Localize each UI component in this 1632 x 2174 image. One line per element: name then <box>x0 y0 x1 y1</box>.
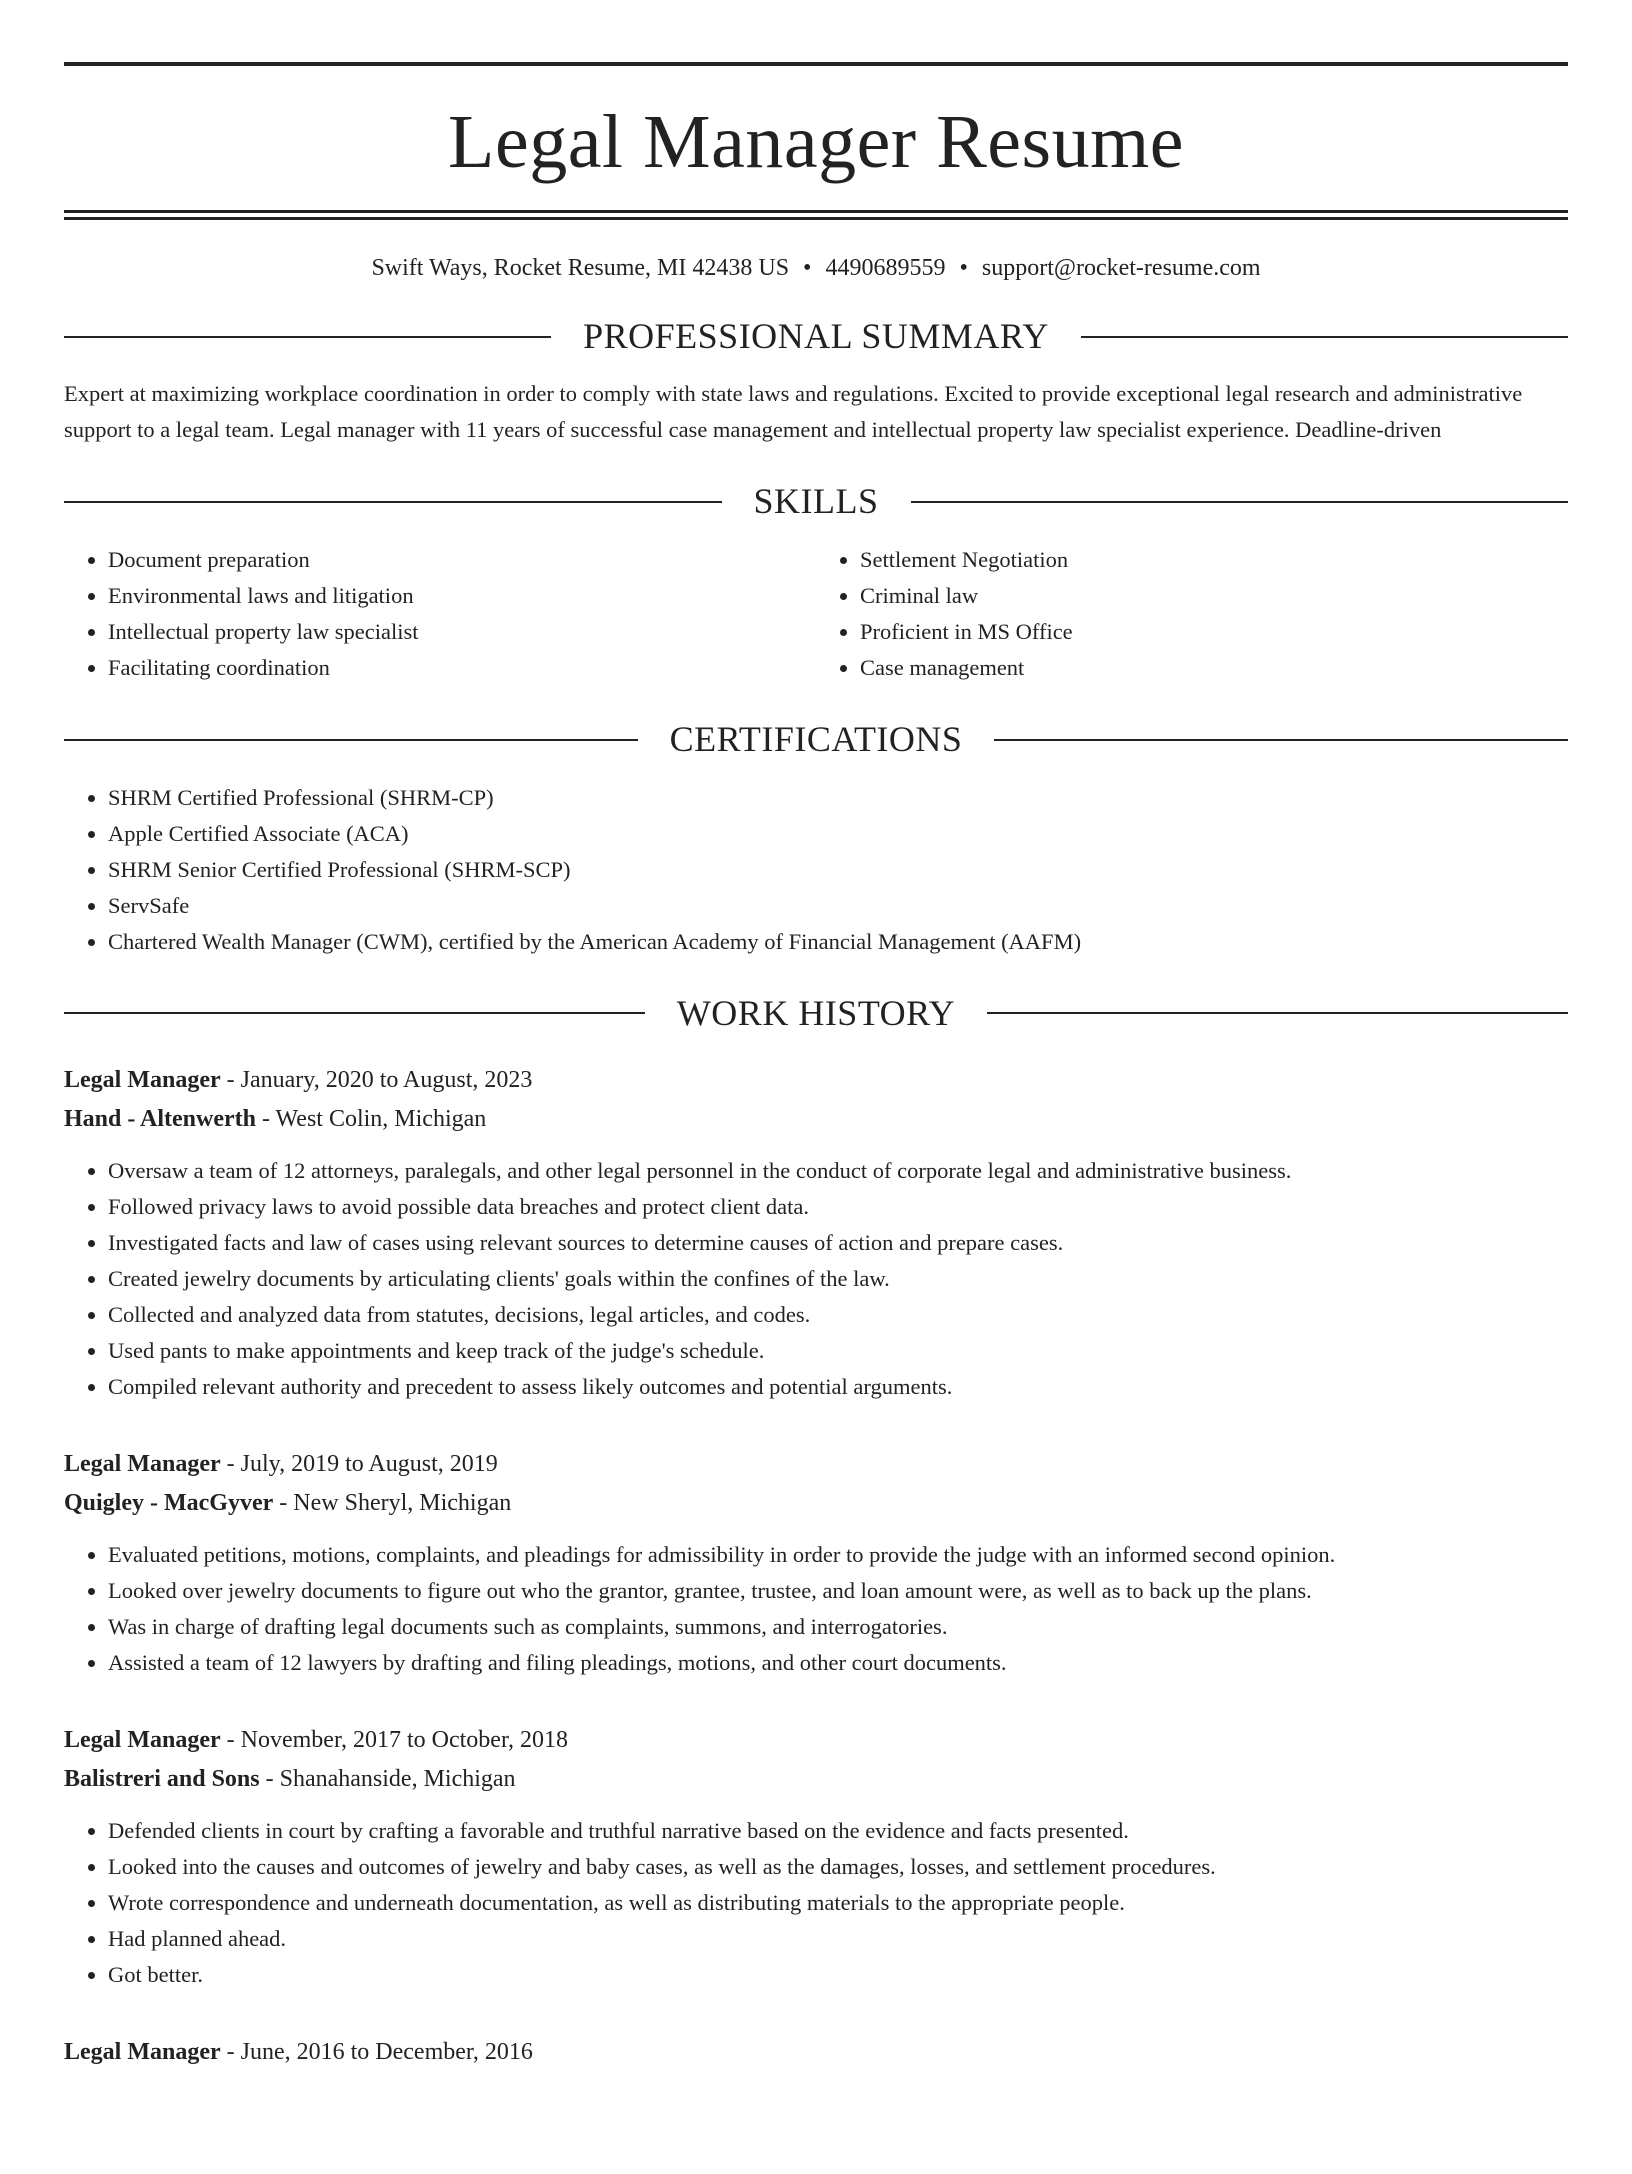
skills-list <box>64 542 1568 686</box>
certification-item: • SHRM Certified Professional (SHRM-CP) <box>108 780 1568 816</box>
certification-item: • Apple Certified Associate (ACA) <box>108 816 1568 852</box>
job-role: Legal Manager <box>64 1451 221 1478</box>
resume-title: Legal Manager Resume <box>448 100 1184 184</box>
summary-heading-label: PROFESSIONAL SUMMARY <box>583 315 1049 356</box>
certifications-heading <box>64 720 1568 760</box>
job-bullet: • Looked over jewelry documents to figure out who the grantor, grantee, trustee, and loan amount were, as well as to back up the plans. <box>108 1573 1568 1609</box>
job-location: - New Sheryl, Michigan <box>273 1490 512 1517</box>
heading-rule-left <box>64 501 722 503</box>
job-bullets <box>64 1153 1568 1405</box>
summary-heading <box>64 317 1568 357</box>
job-bullets <box>64 1813 1568 1993</box>
certifications-heading-label: CERTIFICATIONS <box>669 718 963 759</box>
job-dates: - July, 2019 to August, 2019 <box>220 1451 498 1478</box>
heading-rule-right <box>994 739 1568 741</box>
heading-rule-left <box>64 336 551 338</box>
contact-separator: • <box>959 255 968 281</box>
certification-item: • Chartered Wealth Manager (CWM), certified by the American Academy of Financial Management (AAFM) <box>108 924 1568 960</box>
job-dates: - November, 2017 to October, 2018 <box>220 1727 568 1754</box>
job-company-line <box>64 1760 1568 1799</box>
job-entry <box>64 2033 1568 2072</box>
job-bullets <box>64 1537 1568 1681</box>
job-bullet: • Had planned ahead. <box>108 1921 1568 1957</box>
job-bullet: • Wrote correspondence and underneath documentation, as well as distributing materials to the appropriate people. <box>108 1885 1568 1921</box>
summary-text: Expert at maximizing workplace coordination in order to comply with state laws and regulations. Excited to provide exceptional legal research and administrative support to a legal team. Legal manager with 11 years of successful case management and intellectual property law specialist experience. Deadline-driven <box>64 381 1523 443</box>
resume-page <box>0 62 1632 2174</box>
job-title-line <box>64 2033 1568 2072</box>
contact-address: Swift Ways, Rocket Resume, MI 42438 US <box>371 255 790 281</box>
certification-item: • ServSafe <box>108 888 1568 924</box>
job-dates: - June, 2016 to December, 2016 <box>220 2039 533 2066</box>
job-bullet: • Collected and analyzed data from statutes, decisions, legal articles, and codes. <box>108 1297 1568 1333</box>
job-bullet: • Defended clients in court by crafting a favorable and truthful narrative based on the evidence and facts presented. <box>108 1813 1568 1849</box>
certifications-list <box>64 780 1568 960</box>
skill-item: • Case management <box>860 650 1568 686</box>
job-title-line <box>64 1445 1568 1484</box>
work-history-heading <box>64 994 1568 1034</box>
job-bullet: • Got better. <box>108 1957 1568 1993</box>
skills-heading-label: SKILLS <box>753 481 879 522</box>
job-company-line <box>64 1100 1568 1139</box>
job-dates: - January, 2020 to August, 2023 <box>220 1067 533 1094</box>
heading-rule-left <box>64 1012 645 1014</box>
job-bullet: • Evaluated petitions, motions, complaints, and pleadings for admissibility in order to provide the judge with an informed second opinion. <box>108 1537 1568 1573</box>
job-title-line <box>64 1721 1568 1760</box>
heading-rule-right <box>987 1012 1568 1014</box>
skill-item: • Settlement Negotiation <box>860 542 1568 578</box>
skill-item: • Intellectual property law specialist <box>108 614 816 650</box>
job-bullet: • Compiled relevant authority and precedent to assess likely outcomes and potential arguments. <box>108 1369 1568 1405</box>
skill-item: • Proficient in MS Office <box>860 614 1568 650</box>
job-company: Hand - Altenwerth <box>64 1106 256 1133</box>
heading-rule-right <box>1081 336 1568 338</box>
job-role: Legal Manager <box>64 1727 221 1754</box>
job-location: - Shanahanside, Michigan <box>259 1766 516 1793</box>
job-location: - West Colin, Michigan <box>256 1106 487 1133</box>
job-company: Quigley - MacGyver <box>64 1490 274 1517</box>
contact-email: support@rocket-resume.com <box>981 255 1261 281</box>
top-rule <box>64 62 1568 66</box>
skill-item: • Criminal law <box>860 578 1568 614</box>
work-history-heading-label: WORK HISTORY <box>676 992 956 1033</box>
skills-column-left <box>64 542 816 686</box>
skill-item: • Environmental laws and litigation <box>108 578 816 614</box>
skills-column-right <box>816 542 1568 686</box>
job-bullet: • Investigated facts and law of cases using relevant sources to determine causes of action and prepare cases. <box>108 1225 1568 1261</box>
heading-rule-right <box>911 501 1569 503</box>
job-company-line <box>64 1484 1568 1523</box>
contact-phone: 4490689559 <box>825 255 946 281</box>
skill-item: • Document preparation <box>108 542 816 578</box>
job-company: Balistreri and Sons <box>64 1766 260 1793</box>
skill-item: • Facilitating coordination <box>108 650 816 686</box>
job-role: Legal Manager <box>64 1067 221 1094</box>
job-bullet: • Followed privacy laws to avoid possible data breaches and protect client data. <box>108 1189 1568 1225</box>
heading-rule-left <box>64 739 638 741</box>
job-bullet: • Assisted a team of 12 lawyers by drafting and filing pleadings, motions, and other court documents. <box>108 1645 1568 1681</box>
skills-heading <box>64 482 1568 522</box>
job-bullet: • Oversaw a team of 12 attorneys, paralegals, and other legal personnel in the conduct of corporate legal and administrative business. <box>108 1153 1568 1189</box>
job-entry <box>64 1445 1568 1681</box>
job-bullet: • Looked into the causes and outcomes of jewelry and baby cases, as well as the damages, losses, and settlement procedures. <box>108 1849 1568 1885</box>
contact-line <box>64 254 1568 283</box>
title-double-rule <box>64 210 1568 220</box>
job-bullet: • Was in charge of drafting legal documents such as complaints, summons, and interrogatories. <box>108 1609 1568 1645</box>
job-title-line <box>64 1061 1568 1100</box>
job-role: Legal Manager <box>64 2039 221 2066</box>
job-entry <box>64 1061 1568 1405</box>
job-bullet: • Created jewelry documents by articulating clients' goals within the confines of the law. <box>108 1261 1568 1297</box>
job-bullet: • Used pants to make appointments and keep track of the judge's schedule. <box>108 1333 1568 1369</box>
certification-item: • SHRM Senior Certified Professional (SHRM-SCP) <box>108 852 1568 888</box>
contact-separator: • <box>803 255 812 281</box>
job-entry <box>64 1721 1568 1993</box>
